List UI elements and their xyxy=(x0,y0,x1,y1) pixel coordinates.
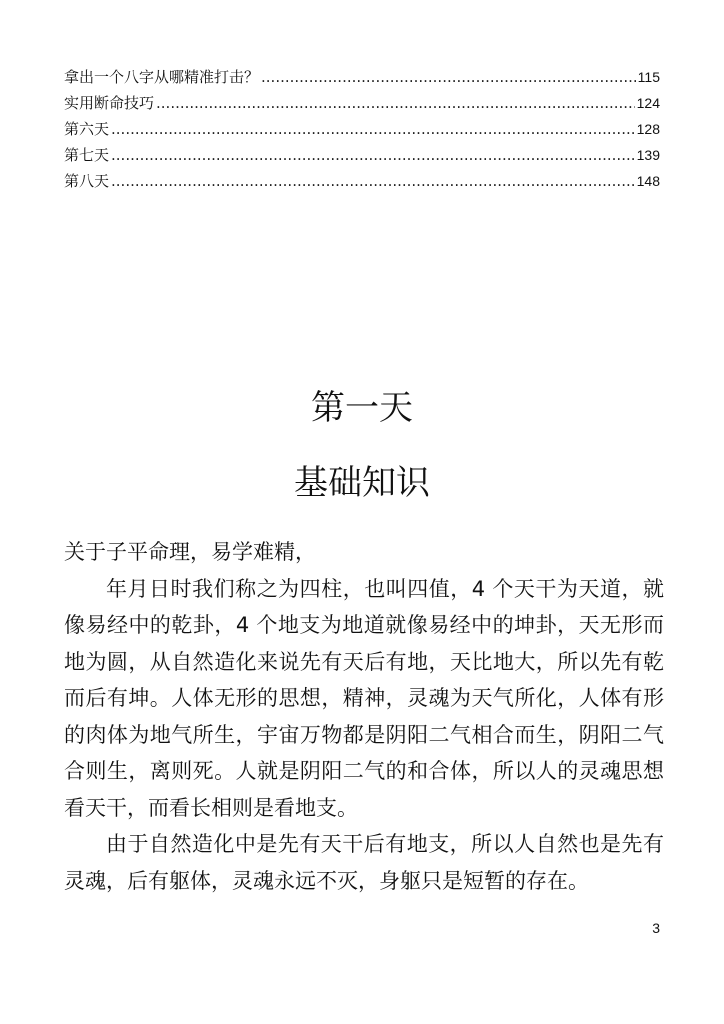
toc-entry[interactable] xyxy=(64,64,660,90)
body-text xyxy=(64,534,664,899)
toc-entry-page: 139 xyxy=(636,147,660,163)
toc-entry-title: 第六天 xyxy=(64,120,110,138)
toc-leader-dots xyxy=(156,90,635,116)
toc-entry[interactable] xyxy=(64,142,660,168)
toc-leader-dots xyxy=(261,64,636,90)
toc-entry-page: 115 xyxy=(637,69,660,85)
toc-leader-dots xyxy=(111,168,635,194)
toc-entry-title: 第七天 xyxy=(64,146,110,164)
paragraph-intro: 关于子平命理，易学难精， xyxy=(64,540,316,564)
toc-entry[interactable] xyxy=(64,90,660,116)
toc-leader-dots xyxy=(111,142,635,168)
table-of-contents xyxy=(64,64,660,194)
toc-entry-title: 实用断命技巧 xyxy=(64,94,155,112)
toc-entry-page: 148 xyxy=(636,173,660,189)
toc-entry[interactable] xyxy=(64,116,660,142)
toc-entry-title: 第八天 xyxy=(64,172,110,190)
toc-entry-page: 128 xyxy=(636,121,660,137)
chapter-day-title: 第一天 xyxy=(311,388,413,428)
paragraph: 年月日时我们称之为四柱，也叫四值，4 个天干为天道，就像易经中的乾卦，4 个地支为地道就像易经中的坤卦，天无形而地为圆，从自然造化来说先有天后有地，天比地大，所以先有乾而后有坤。人体无形的思想，精神，灵魂为天气所化，人体有形的肉体为地气所生，宇宙万物都是阴阳二气相合而生，阴阳二气合则生，离则死。人就是阴阳二气的和合体，所以人的灵魂思想看天干，而看长相则是看地支。 xyxy=(64,576,664,820)
paragraph: 由于自然造化中是先有天干后有地支，所以人自然也是先有灵魂，后有躯体，灵魂永远不灭，身躯只是短暂的存在。 xyxy=(64,832,664,893)
toc-leader-dots xyxy=(111,116,635,142)
toc-entry-page: 124 xyxy=(636,95,660,111)
page-number: 3 xyxy=(652,920,660,936)
toc-entry[interactable] xyxy=(64,168,660,194)
chapter-section-title: 基础知识 xyxy=(294,463,430,503)
toc-entry-title: 拿出一个八字从哪精准打击？ xyxy=(64,68,260,86)
